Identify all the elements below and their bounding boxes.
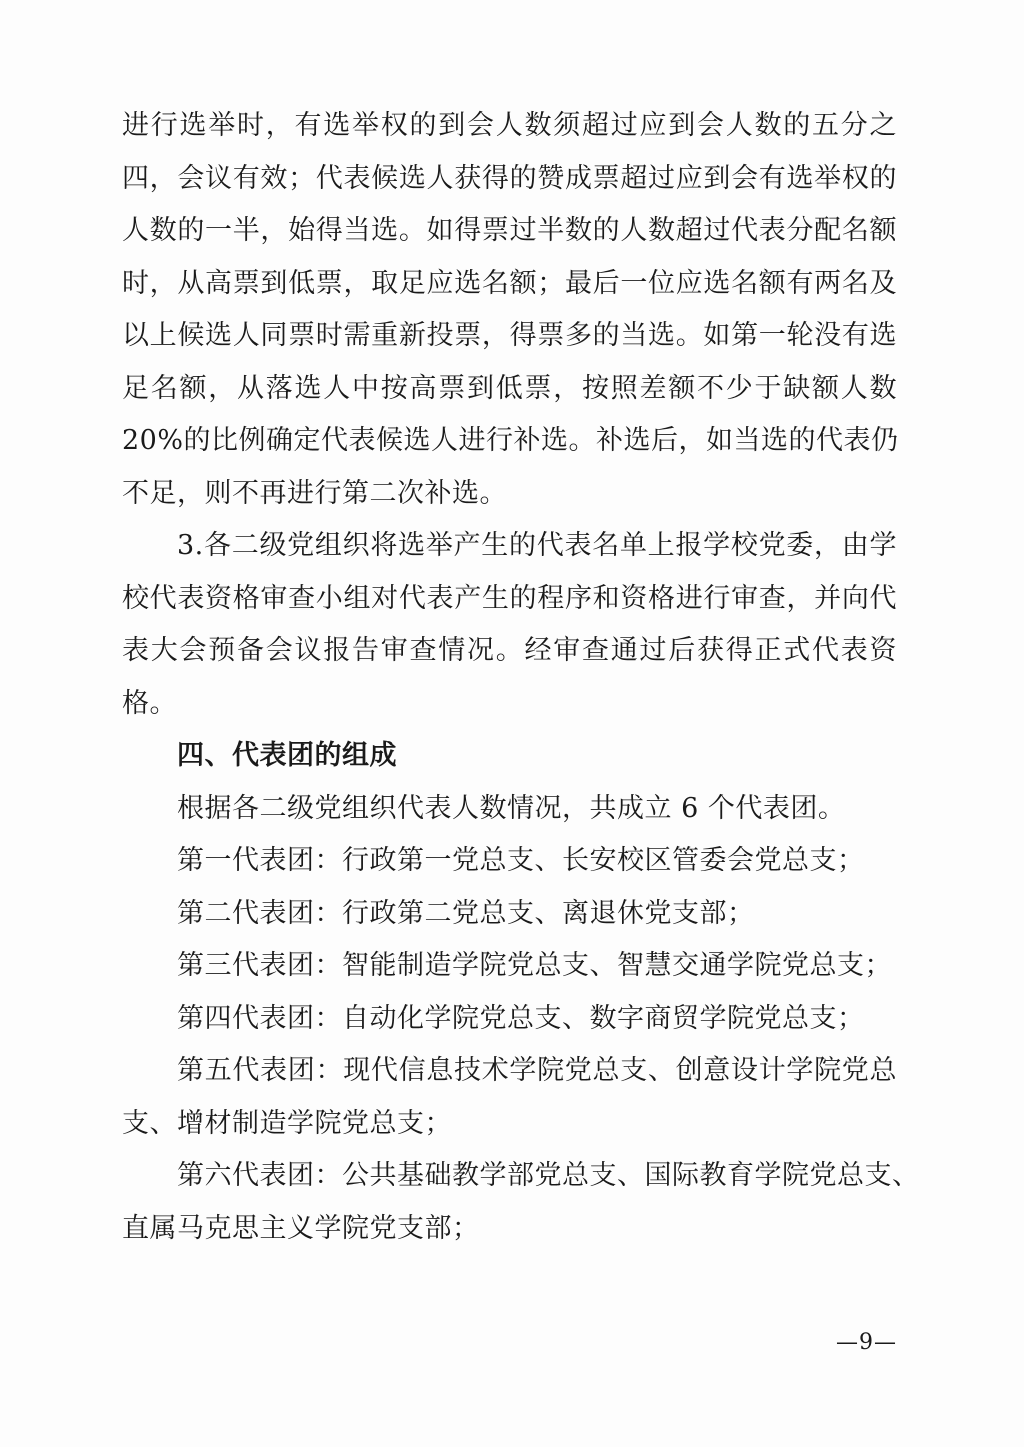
text-line: 第一代表团：行政第一党总支、长安校区管委会党总支；	[177, 845, 865, 876]
text-line: 不足，则不再进行第二次补选。	[122, 477, 507, 509]
page-number: —9—	[836, 1330, 897, 1355]
text-line: 格。	[122, 687, 177, 719]
text-line: 第三代表团：智能制造学院党总支、智慧交通学院党总支；	[177, 950, 892, 981]
text-line: 支、增材制造学院党总支；	[122, 1107, 452, 1139]
section-heading: 四、代表团的组成	[177, 740, 397, 771]
text-line: 根据各二级党组织代表人数情况，共成立 6 个代表团。	[177, 792, 846, 824]
text-line: 进行选举时，有选举权的到会人数须超过应到会人数的五分之	[122, 110, 897, 141]
text-line: 第五代表团：现代信息技术学院党总支、创意设计学院党总	[177, 1055, 897, 1086]
text-line: 第四代表团：自动化学院党总支、数字商贸学院党总支；	[177, 1002, 865, 1034]
text-line: 足名额，从落选人中按高票到低票，按照差额不少于缺额人数	[122, 372, 897, 404]
text-line: 20%的比例确定代表候选人进行补选。补选后，如当选的代表仍	[122, 425, 899, 456]
text-line: 校代表资格审查小组对代表产生的程序和资格进行审查，并向代	[122, 582, 897, 614]
text-line: 四，会议有效；代表候选人获得的赞成票超过应到会有选举权的	[122, 162, 897, 194]
text-line: 第二代表团：行政第二党总支、离退休党支部；	[177, 897, 755, 929]
text-line: 人数的一半，始得当选。如得票过半数的人数超过代表分配名额	[122, 215, 897, 246]
text-line: 时，从高票到低票，取足应选名额；最后一位应选名额有两名及	[122, 267, 897, 299]
text-line: 直属马克思主义学院党支部；	[122, 1212, 480, 1244]
text-line: 表大会预备会议报告审查情况。经审查通过后获得正式代表资	[122, 635, 897, 666]
body-text	[122, 100, 920, 1255]
text-line: 以上候选人同票时需重新投票，得票多的当选。如第一轮没有选	[122, 320, 897, 351]
text-line: 第六代表团：公共基础教学部党总支、国际教育学院党总支、	[177, 1160, 920, 1191]
text-line: 3.各二级党组织将选举产生的代表名单上报学校党委，由学	[177, 530, 897, 561]
